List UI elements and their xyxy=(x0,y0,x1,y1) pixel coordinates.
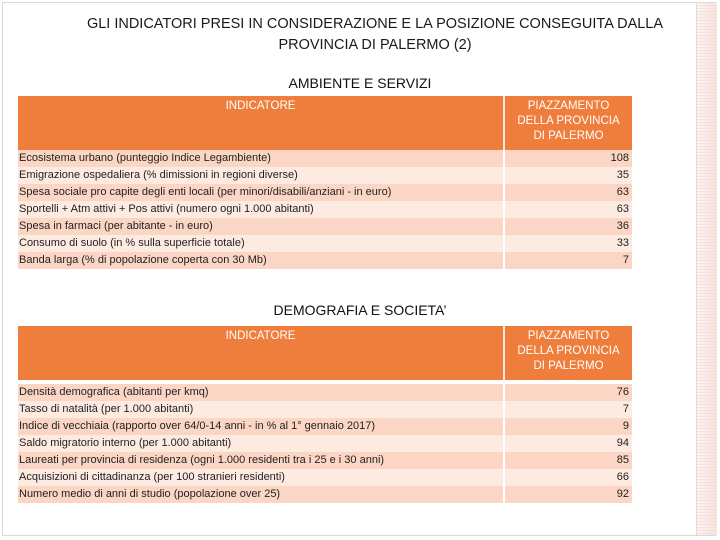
table-row xyxy=(18,452,632,469)
table-row xyxy=(18,218,632,235)
table-row xyxy=(18,184,632,201)
position-cell: 92 xyxy=(616,488,629,500)
table-row xyxy=(18,486,632,503)
position-cell: 9 xyxy=(622,420,629,432)
slide-title xyxy=(40,14,710,56)
indicator-cell: Saldo migratorio interno (per 1.000 abitanti) xyxy=(18,435,505,452)
indicator-cell: Spesa sociale pro capite degli enti locali (per minori/disabili/anziani - in euro) xyxy=(18,184,505,201)
section-heading-ambiente: AMBIENTE E SERVIZI xyxy=(288,75,432,91)
column-header-indicator: INDICATORE xyxy=(18,96,505,150)
indicator-cell: Banda larga (% di popolazione coperta con 30 Mb) xyxy=(18,252,505,269)
table-header xyxy=(18,326,632,380)
slide-title-line-1: GLI INDICATORI PRESI IN CONSIDERAZIONE E LA POSIZIONE CONSEGUITA DALLA xyxy=(86,16,664,32)
slide-title-line-2: PROVINCIA DI PALERMO (2) xyxy=(278,37,472,53)
table-row xyxy=(18,150,632,167)
indicator-cell: Ecosistema urbano (punteggio Indice Legambiente) xyxy=(18,150,505,167)
table-row xyxy=(18,418,632,435)
table-header xyxy=(18,96,632,150)
column-header-position: PIAZZAMENTO DELLA PROVINCIA DI PALERMO xyxy=(517,330,620,372)
indicator-cell: Numero medio di anni di studio (popolazione over 25) xyxy=(18,486,505,503)
table-body xyxy=(18,150,632,269)
column-header-position: PIAZZAMENTO DELLA PROVINCIA DI PALERMO xyxy=(517,100,620,142)
indicator-cell: Acquisizioni di cittadinanza (per 100 stranieri residenti) xyxy=(18,469,505,486)
section-heading-demografia: DEMOGRAFIA E SOCIETA’ xyxy=(273,302,447,318)
table-row xyxy=(18,469,632,486)
column-header-indicator: INDICATORE xyxy=(18,326,505,380)
table-row xyxy=(18,384,632,401)
position-cell: 33 xyxy=(616,237,629,249)
position-cell: 7 xyxy=(622,403,629,415)
position-cell: 66 xyxy=(616,471,629,483)
indicator-cell: Indice di vecchiaia (rapporto over 64/0-14 anni - in % al 1° gennaio 2017) xyxy=(18,418,505,435)
position-cell: 36 xyxy=(616,220,629,232)
indicator-cell: Consumo di suolo (in % sulla superficie totale) xyxy=(18,235,505,252)
position-cell: 108 xyxy=(610,152,629,164)
position-cell: 94 xyxy=(616,437,629,449)
table-ambiente xyxy=(18,96,632,269)
position-cell: 63 xyxy=(616,203,629,215)
indicator-cell: Emigrazione ospedaliera (% dimissioni in regioni diverse) xyxy=(18,167,505,184)
table-row xyxy=(18,235,632,252)
position-cell: 63 xyxy=(616,186,629,198)
table-row xyxy=(18,167,632,184)
indicator-cell: Spesa in farmaci (per abitante - in euro) xyxy=(18,218,505,235)
table-row xyxy=(18,401,632,418)
position-cell: 85 xyxy=(616,454,629,466)
table-row xyxy=(18,435,632,452)
position-cell: 35 xyxy=(616,169,629,181)
table-body xyxy=(18,384,632,503)
indicator-cell: Sportelli + Atm attivi + Pos attivi (numero ogni 1.000 abitanti) xyxy=(18,201,505,218)
table-demografia xyxy=(18,326,632,503)
position-cell: 7 xyxy=(622,254,629,266)
position-cell: 76 xyxy=(616,386,629,398)
indicator-cell: Tasso di natalità (per 1.000 abitanti) xyxy=(18,401,505,418)
table-row xyxy=(18,201,632,218)
indicator-cell: Laureati per provincia di residenza (ogni 1.000 residenti tra i 25 e i 30 anni) xyxy=(18,452,505,469)
indicator-cell: Densità demografica (abitanti per kmq) xyxy=(18,384,505,401)
table-row xyxy=(18,252,632,269)
